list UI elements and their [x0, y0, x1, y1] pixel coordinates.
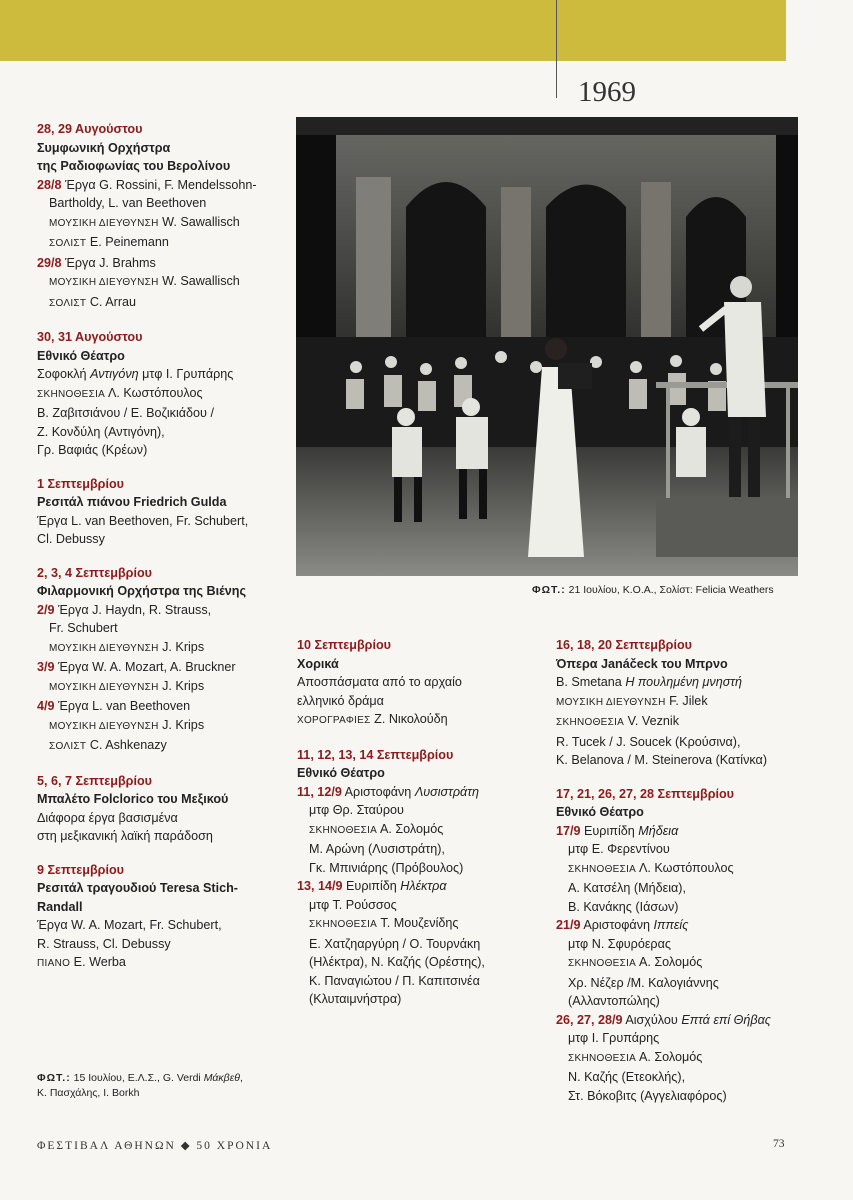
credit-label: ΣΚΗΝΟΘΕΣΙΑ: [309, 824, 378, 836]
sub-date: 4/9: [37, 699, 55, 713]
credit-value: Λ. Κωστόπουλος: [105, 385, 203, 400]
caption-text: 21 Ιουλίου, Κ.Ο.Α., Σολίστ: Felicia Weathers: [565, 584, 774, 596]
caption-text: Κ. Πασχάλης, Ι. Borkh: [37, 1087, 140, 1099]
program-text: Έργα L. van Beethoven: [54, 699, 191, 713]
cast-text: R. Tucek / J. Soucek (Κρούσινα),: [556, 734, 741, 749]
work-title: Ιππείς: [653, 918, 689, 932]
work-title: Λυσιστράτη: [414, 784, 479, 799]
cast-text: Μ. Αρώνη (Λυσιστράτη),: [309, 842, 445, 856]
event-entry: [556, 785, 826, 1106]
credit-label: ΜΟΥΣΙΚΗ ΔΙΕΥΘΥΝΣΗ: [49, 681, 159, 693]
credit-value: W. Sawallisch: [158, 274, 240, 288]
page-number: 73: [773, 1138, 785, 1150]
credit-value: Α. Σολομός: [377, 821, 444, 836]
event-entry: [37, 564, 287, 757]
credit-value: E. Peinemann: [86, 235, 169, 249]
sub-date: 29/8: [37, 255, 62, 270]
program-text: Αποσπάσματα από το αρχαίο: [297, 675, 462, 689]
caption-text: 15 Ιουλίου, Ε.Λ.Σ., G. Verdi: [70, 1072, 204, 1084]
program-text: Έργα L. van Beethoven, Fr. Schubert,: [37, 513, 249, 528]
credit-value: V. Veznik: [624, 714, 680, 728]
credit-value: Ζ. Νικολούδη: [370, 712, 448, 726]
work-title: Μήδεια: [638, 823, 679, 838]
event-date: 30, 31 Αυγούστου: [37, 330, 143, 344]
event-entry: [37, 772, 287, 846]
credit-label: ΣΚΗΝΟΘΕΣΙΑ: [568, 958, 637, 969]
photo-caption: [532, 584, 774, 596]
credit-label: ΣΟΛΙΣΤ: [49, 297, 87, 309]
credit-value: F. Jilek: [665, 693, 708, 708]
program-text: στη μεξικανική λαϊκή παράδοση: [37, 829, 213, 843]
event-date: 5, 6, 7 Σεπτεμβρίου: [37, 773, 152, 788]
program-text: Έργα J. Haydn, R. Strauss,: [54, 602, 212, 617]
sub-date: 11, 12/9: [297, 784, 342, 799]
event-date: 10 Σεπτεμβρίου: [297, 638, 391, 652]
program-text: μτφ Ν. Σφυρόερας: [568, 936, 671, 951]
caption-label: ΦΩΤ.:: [532, 584, 566, 596]
caption-work-title: Μάκβεθ: [203, 1072, 240, 1084]
sub-date: 3/9: [37, 660, 55, 674]
credit-label: ΜΟΥΣΙΚΗ ΔΙΕΥΘΥΝΣΗ: [49, 217, 159, 229]
credit-value: Τ. Μουζενίδης: [377, 916, 459, 930]
credit-value: Α. Σολομός: [636, 1049, 703, 1064]
event-title: Εθνικό Θέατρο: [556, 805, 644, 819]
program-text: μτφ Ι. Γρυπάρης: [138, 367, 234, 381]
credit-value: J. Krips: [158, 717, 205, 732]
credit-label: ΣΚΗΝΟΘΕΣΙΑ: [556, 717, 625, 728]
concert-photo-illustration: [296, 117, 798, 576]
cast-text: Β. Κανάκης (Ιάσων): [568, 899, 679, 914]
program-text: μτφ Ι. Γρυπάρης: [568, 1031, 660, 1045]
credit-label: ΜΟΥΣΙΚΗ ΔΙΕΥΘΥΝΣΗ: [49, 720, 159, 732]
cast-text: Στ. Βόκοβιτς (Αγγελιαφόρος): [568, 1088, 727, 1103]
event-title: Ρεσιτάλ πιάνου Friedrich Gulda: [37, 495, 227, 509]
program-text: μτφ Θρ. Σταύρου: [309, 803, 404, 817]
event-date: 17, 21, 26, 27, 28 Σεπτεμβρίου: [556, 786, 735, 801]
program-text: Διάφορα έργα βασισμένα: [37, 810, 178, 825]
credit-label: ΣΟΛΙΣΤ: [49, 741, 87, 752]
event-title: Χορικά: [297, 656, 339, 671]
credit-value: C. Arrau: [86, 294, 137, 309]
credit-label: ΜΟΥΣΙΚΗ ΔΙΕΥΘΥΝΣΗ: [49, 642, 159, 654]
cast-text: (Ηλέκτρα), Ν. Καζής (Ορέστης),: [309, 955, 485, 969]
sub-date: 21/9: [556, 918, 581, 932]
cast-text: Γρ. Βαφιάς (Κρέων): [37, 443, 148, 457]
middle-column: [297, 636, 547, 1024]
program-text: Ευριπίδη: [580, 823, 639, 838]
credit-label: ΣΚΗΝΟΘΕΣΙΑ: [568, 863, 637, 875]
program-text: Fr. Schubert: [49, 621, 118, 635]
event-title: της Ραδιοφωνίας του Βερολίνου: [37, 159, 231, 173]
event-title: Εθνικό Θέατρο: [37, 348, 125, 363]
program-text: Ευριπίδη: [342, 879, 401, 893]
cast-text: Κ. Παναγιώτου / Π. Καπιτσινέα: [309, 973, 480, 988]
program-text: ελληνικό δράμα: [297, 693, 384, 708]
work-title: Η πουλημένη μνηστή: [625, 675, 742, 689]
program-text: R. Strauss, Cl. Debussy: [37, 936, 171, 951]
event-title: Randall: [37, 899, 83, 914]
left-photo-caption: [37, 1071, 297, 1101]
cast-text: Ζ. Κονδύλη (Αντιγόνη),: [37, 424, 165, 439]
event-date: 11, 12, 13, 14 Σεπτεμβρίου: [297, 747, 454, 762]
event-title: Όπερα Janáčeck του Μπρνο: [556, 656, 728, 671]
event-entry: [37, 328, 287, 460]
program-text: Αριστοφάνη: [580, 918, 654, 932]
cast-text: Χρ. Νέζερ /Μ. Καλογιάννης: [568, 975, 719, 990]
right-column: [556, 636, 826, 1120]
program-text: Cl. Debussy: [37, 532, 105, 546]
cast-text: Ν. Καζής (Ετεοκλής),: [568, 1070, 686, 1084]
event-entry: [37, 475, 287, 549]
footer-publication: ΦΕΣΤΙΒΑΛ ΑΘΗΝΩΝ ◆ 50 ΧΡΟΝΙΑ: [37, 1140, 273, 1152]
program-text: Αριστοφάνη: [341, 784, 415, 799]
credit-label: ΜΟΥΣΙΚΗ ΔΙΕΥΘΥΝΣΗ: [556, 696, 666, 708]
work-title: Ηλέκτρα: [400, 879, 447, 893]
program-text: Έργα W. A. Mozart, Fr. Schubert,: [37, 918, 222, 932]
header-divider: [556, 0, 557, 98]
sub-date: 2/9: [37, 602, 55, 617]
cast-text: K. Belanova / M. Steinerova (Κατίνκα): [556, 753, 768, 767]
work-title: Αντιγόνη: [90, 367, 139, 381]
cast-text: Ε. Χατζηαργύρη / Ο. Τουρνάκη: [309, 936, 481, 951]
cast-text: Γκ. Μπινιάρης (Πρόβουλος): [309, 860, 464, 875]
credit-value: Α. Σολομός: [636, 955, 703, 969]
event-entry: [37, 861, 287, 974]
work-title: Επτά επί Θήβας: [681, 1012, 771, 1027]
cast-text: Β. Ζαβιτσιάνου / Ε. Βοζικιάδου /: [37, 406, 214, 420]
credit-label: ΠΙΑΝΟ: [37, 958, 71, 969]
credit-value: Λ. Κωστόπουλος: [636, 860, 734, 875]
event-title: Εθνικό Θέατρο: [297, 766, 385, 780]
credit-value: J. Krips: [158, 678, 205, 693]
cast-text: Α. Κατσέλη (Μήδεια),: [568, 881, 686, 895]
page-year: 1969: [578, 76, 636, 108]
program-text: Έργα J. Brahms: [61, 255, 156, 270]
credit-label: ΧΟΡΟΓΡΑΦΙΕΣ: [297, 715, 371, 726]
sub-date: 13, 14/9: [297, 879, 343, 893]
program-text: μτφ Ε. Φερεντίνου: [568, 842, 670, 856]
event-title: Ρεσιτάλ τραγουδιού Teresa Stich-: [37, 881, 239, 895]
event-date: 16, 18, 20 Σεπτεμβρίου: [556, 638, 692, 652]
left-column: [37, 120, 287, 989]
event-entry: [556, 636, 826, 770]
program-text: Έργα G. Rossini, F. Mendelssohn-: [61, 177, 257, 192]
credit-label: ΣΚΗΝΟΘΕΣΙΑ: [37, 388, 106, 400]
top-color-band: [0, 0, 786, 61]
program-text: Αισχύλου: [622, 1012, 682, 1027]
cast-text: (Αλλαντοπώλης): [568, 994, 660, 1008]
caption-label: ΦΩΤ.:: [37, 1072, 71, 1084]
program-text: Έργα W. A. Mozart, A. Bruckner: [54, 660, 236, 674]
sub-date: 26, 27, 28/9: [556, 1012, 623, 1027]
credit-value: W. Sawallisch: [158, 214, 240, 229]
program-text: B. Smetana: [556, 675, 626, 689]
program-text: μτφ Τ. Ρούσσος: [309, 897, 397, 912]
sub-date: 17/9: [556, 823, 581, 838]
credit-value: J. Krips: [158, 639, 205, 654]
credit-label: ΣΚΗΝΟΘΕΣΙΑ: [568, 1052, 637, 1064]
cast-text: (Κλυταιμνήστρα): [309, 992, 402, 1006]
event-entry: [297, 636, 547, 731]
program-text: Bartholdy, L. van Beethoven: [49, 196, 207, 210]
event-entry: [297, 746, 547, 1009]
caption-text: ,: [239, 1072, 243, 1084]
event-date: 1 Σεπτεμβρίου: [37, 476, 124, 491]
credit-value: C. Ashkenazy: [86, 738, 167, 752]
event-entry: [37, 120, 287, 313]
credit-value: E. Werba: [70, 955, 126, 969]
sub-date: 28/8: [37, 177, 62, 192]
event-date: 9 Σεπτεμβρίου: [37, 862, 124, 877]
event-title: Φιλαρμονική Ορχήστρα της Βιένης: [37, 584, 247, 598]
event-date: 2, 3, 4 Σεπτεμβρίου: [37, 565, 152, 580]
concert-photo: [296, 117, 798, 576]
event-title: Συμφωνική Ορχήστρα: [37, 140, 171, 155]
event-title: Μπαλέτο Folclorico του Μεξικού: [37, 792, 229, 806]
credit-label: ΣΟΛΙΣΤ: [49, 238, 87, 249]
credit-label: ΜΟΥΣΙΚΗ ΔΙΕΥΘΥΝΣΗ: [49, 277, 159, 288]
event-date: 28, 29 Αυγούστου: [37, 122, 143, 136]
program-text: Σοφοκλή: [37, 367, 91, 381]
credit-label: ΣΚΗΝΟΘΕΣΙΑ: [309, 919, 378, 930]
